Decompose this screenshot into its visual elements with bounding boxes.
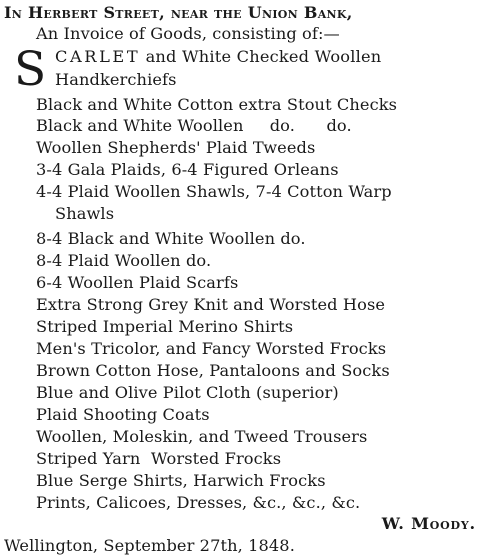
- list-item: Brown Cotton Hose, Pantaloons and Socks: [36, 361, 390, 380]
- list-item: Woollen Shepherds' Plaid Tweeds: [36, 138, 316, 157]
- list-item-first: [55, 48, 381, 66]
- list-item: Striped Imperial Merino Shirts: [36, 317, 294, 336]
- list-item: Black and White Cotton extra Stout Checks: [36, 95, 398, 114]
- first-item-rest: and White Checked Woollen: [140, 47, 382, 66]
- list-item: Extra Strong Grey Knit and Worsted Hose: [36, 295, 386, 314]
- list-item: Blue Serge Shirts, Harwich Frocks: [36, 471, 326, 490]
- list-item: 6-4 Woollen Plaid Scarfs: [36, 273, 239, 292]
- list-item: Woollen, Moleskin, and Tweed Trousers: [36, 427, 368, 446]
- list-item: 3-4 Gala Plaids, 6-4 Figured Orleans: [36, 160, 339, 179]
- list-item: Plaid Shooting Coats: [36, 405, 210, 424]
- signature: W. Moody.: [381, 514, 476, 533]
- list-item: 8-4 Plaid Woollen do.: [36, 251, 212, 270]
- list-item: Striped Yarn Worsted Frocks: [36, 449, 282, 468]
- list-item-continuation: Handkerchiefs: [55, 70, 177, 89]
- list-item: 8-4 Black and White Woollen do.: [36, 229, 306, 248]
- list-item: Men's Tricolor, and Fancy Worsted Frocks: [36, 339, 387, 358]
- dateline: Wellington, September 27th, 1848.: [4, 536, 295, 555]
- list-item-continuation: Shawls: [55, 204, 115, 223]
- drop-cap: S: [14, 42, 47, 97]
- list-item: Black and White Woollen do. do.: [36, 116, 352, 135]
- list-item: Blue and Olive Pilot Cloth (superior): [36, 383, 339, 402]
- list-item: Prints, Calicoes, Dresses, &c., &c., &c.: [36, 493, 361, 512]
- list-item: 4-4 Plaid Woollen Shawls, 7-4 Cotton Warp: [36, 182, 392, 201]
- caps-word: CARLET: [55, 47, 141, 66]
- advertisement-subheading: An Invoice of Goods, consisting of:—: [36, 24, 340, 43]
- advertisement-heading: In Herbert Street, near the Union Bank,: [4, 3, 353, 22]
